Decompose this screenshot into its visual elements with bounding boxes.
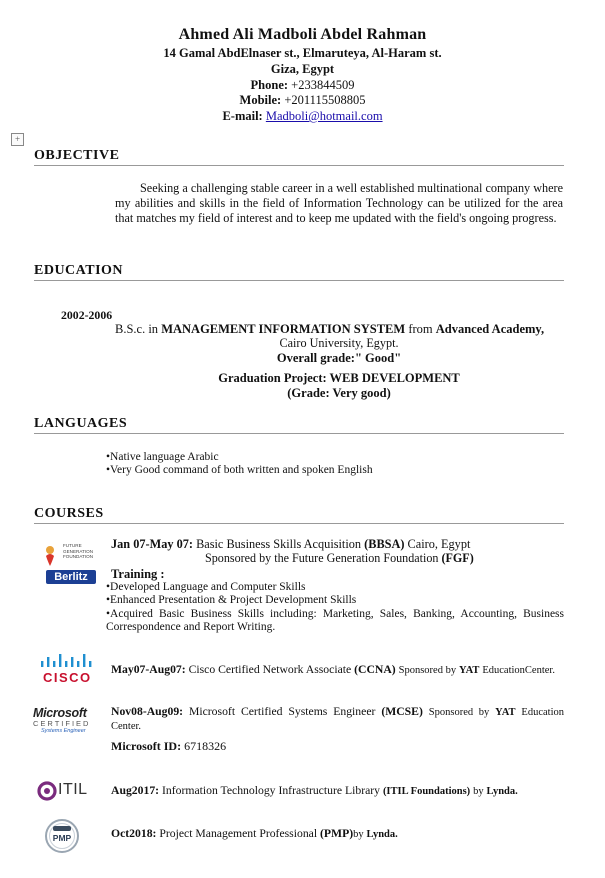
fgf-sponsor: Sponsored by the Future Generation Foundation — [205, 551, 439, 565]
fgf-sponsor-abbr: (FGF) — [441, 551, 474, 565]
fgf-date: Jan 07-May 07: — [111, 537, 193, 551]
itil-abbr: (ITIL Foundations) — [382, 786, 471, 797]
objective-text: Seeking a challenging stable career in a well established multinational company where my abilities and skills in the field of Information Technology can be utilized for the area that matches my field of interest and to keep me updated with the field's ongoing progress. — [115, 181, 563, 225]
fgf-text-1: FUTURE — [63, 543, 82, 548]
cisco-logo — [40, 653, 98, 687]
microsoft-id-label: Microsoft ID: — [111, 739, 182, 753]
microsoft-id-line — [111, 739, 226, 754]
itil-course: Information Technology Infrastructure Library — [161, 784, 381, 797]
address-line-2: Giza, Egypt — [270, 62, 335, 76]
phone-line — [0, 78, 605, 93]
itil-course-line — [111, 784, 518, 797]
itil-swirl-icon — [36, 780, 58, 802]
phone-label: Phone: — [250, 78, 289, 92]
fgf-course-line — [111, 537, 470, 552]
pmp-provider: Lynda. — [366, 829, 398, 840]
training-item: •Developed Language and Computer Skills — [106, 581, 306, 593]
training-label: Training : — [111, 567, 165, 581]
itil-wordmark: ITIL — [58, 781, 88, 798]
ccna-abbr: (CCNA) — [354, 663, 396, 676]
itil-logo — [36, 780, 98, 802]
pmp-course-line — [111, 827, 398, 840]
pmp-date: Oct2018: — [111, 827, 157, 840]
training-item: •Enhanced Presentation & Project Development Skills — [106, 594, 357, 606]
mobile-value: +201115508805 — [284, 93, 366, 107]
berlitz-badge: Berlitz — [46, 570, 96, 584]
ccna-course: Cisco Certified Network Associate — [188, 663, 352, 676]
ccna-course-line — [111, 663, 555, 676]
courses-title: COURSES — [34, 506, 104, 521]
systems-engineer-text: Systems Engineer — [41, 728, 86, 734]
itil-provider: Lynda. — [486, 786, 518, 797]
graduation-project: Graduation Project: WEB DEVELOPMENT — [218, 371, 460, 385]
objective-title: OBJECTIVE — [34, 148, 120, 163]
languages-title: LANGUAGES — [34, 416, 128, 431]
mcse-center: Education Center. — [111, 707, 564, 732]
table-move-handle-icon[interactable]: + — [11, 133, 24, 146]
fgf-sponsor-line — [205, 551, 474, 566]
ccna-center: EducationCenter. — [482, 665, 555, 676]
education-title: EDUCATION — [34, 263, 124, 278]
languages-divider — [34, 433, 564, 434]
resume-name: Ahmed Ali Madboli Abdel Rahman — [178, 26, 427, 43]
pmp-course: Project Management Professional — [159, 827, 318, 840]
education-divider — [34, 280, 564, 281]
ccna-sponsor-name: YAT — [459, 665, 480, 676]
training-item: •Acquired Basic Business Skills including: Marketing, Sales, Banking, Accounting, Business Correspondence and Report Writing. — [106, 608, 564, 633]
pmp-badge-logo — [44, 818, 80, 854]
itil-by: by — [473, 786, 484, 797]
microsoft-certified-logo — [33, 706, 101, 740]
graduation-project-grade: (Grade: Very good) — [287, 386, 391, 400]
microsoft-id-value: 6718326 — [184, 739, 227, 753]
pmp-by: by — [353, 829, 364, 840]
email-line — [0, 109, 605, 124]
pmp-wordmark: PMP — [52, 833, 72, 843]
degree-from: from — [408, 322, 433, 336]
school-name: Advanced Academy, — [435, 322, 545, 336]
cisco-wordmark: CISCO — [43, 670, 92, 685]
mcse-course-line — [111, 705, 564, 733]
fgf-text-3: FOUNDATION — [63, 554, 94, 559]
phone-value: +233844509 — [291, 78, 355, 92]
mcse-sponsor-name: YAT — [495, 707, 516, 718]
education-grade: Overall grade:" Good" — [276, 351, 402, 365]
itil-date: Aug2017: — [111, 784, 160, 797]
pmp-abbr: (PMP) — [320, 827, 354, 840]
fgf-place: Cairo, Egypt — [407, 537, 471, 551]
mcse-date: Nov08-Aug09: — [111, 705, 184, 718]
degree-name: MANAGEMENT INFORMATION SYSTEM — [161, 322, 406, 336]
ccna-date: May07-Aug07: — [111, 663, 186, 676]
fgf-berlitz-logo — [43, 540, 99, 586]
degree-prefix: B.S.c. in — [115, 322, 159, 336]
fgf-abbr: (BBSA) — [364, 537, 405, 551]
mcse-abbr: (MCSE) — [381, 705, 423, 718]
email-label: E-mail: — [222, 109, 263, 123]
fgf-text-2: GENERATION — [63, 548, 94, 554]
cisco-bars-icon — [40, 653, 98, 671]
courses-divider — [34, 523, 564, 524]
education-location: Cairo University, Egypt. — [279, 336, 399, 350]
email-link[interactable]: Madboli@hotmail.com — [265, 109, 383, 123]
ccna-sponsor: Sponsored by — [398, 665, 457, 676]
microsoft-wordmark: Microsoft — [33, 706, 87, 720]
language-item: •Very Good command of both written and spoken English — [106, 464, 373, 476]
certified-text: CERTIFIED — [33, 719, 91, 728]
fgf-course: Basic Business Skills Acquisition — [196, 537, 362, 551]
mobile-line — [0, 93, 605, 108]
address-line-1: 14 Gamal AbdElnaser st., Elmaruteya, Al-Haram st. — [163, 46, 442, 60]
objective-divider — [34, 165, 564, 166]
language-item: •Native language Arabic — [106, 451, 219, 463]
mobile-label: Mobile: — [239, 93, 282, 107]
mcse-sponsor: Sponsored by — [428, 707, 490, 718]
degree-line — [115, 322, 544, 337]
mcse-course: Microsoft Certified Systems Engineer — [188, 705, 376, 718]
education-years: 2002-2006 — [61, 308, 113, 322]
